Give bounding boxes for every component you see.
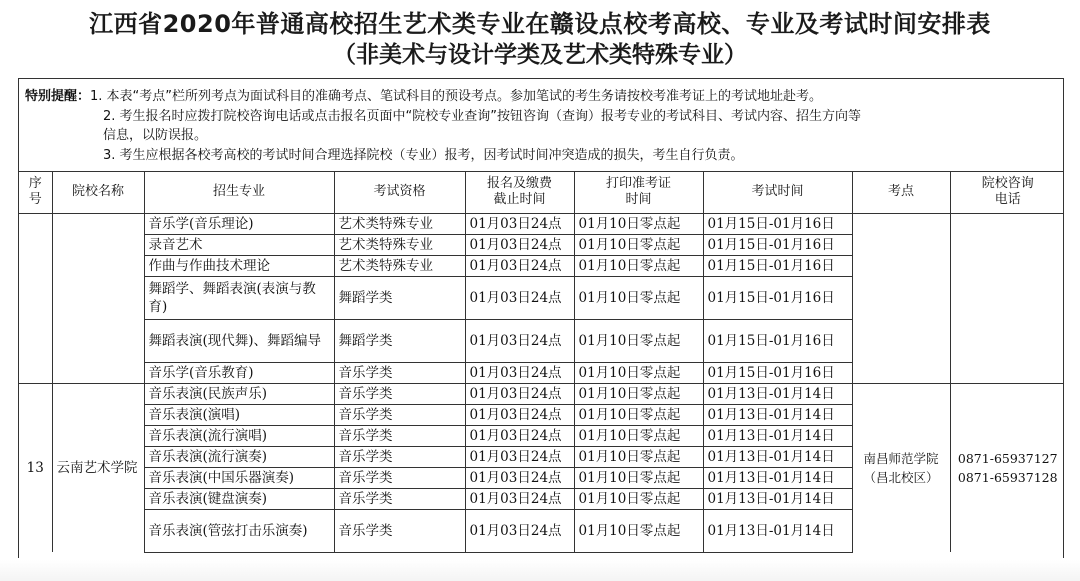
reg-cell: 01月03日24点: [465, 488, 574, 509]
table-row: [19, 213, 1064, 234]
exam-cell: 01月15日-01月16日: [703, 276, 852, 319]
reg-cell: 01月03日24点: [465, 362, 574, 383]
major-cell: 音乐表演(演唱): [144, 404, 334, 425]
exam-cell: 01月13日-01月14日: [703, 404, 852, 425]
seq-cell-blank: [19, 213, 52, 383]
document-title: 江西省2020年普通高校招生艺术类专业在赣设点校考高校、专业及考试时间安排表: [89, 10, 991, 38]
major-cell: 音乐学(音乐教育): [144, 362, 334, 383]
qual-cell: 音乐学类: [334, 383, 465, 404]
school-cell-blank: [52, 213, 144, 383]
qual-cell: 音乐学类: [334, 425, 465, 446]
notice-lead: 特别提醒：: [25, 89, 91, 104]
school-cell: 云南艺术学院: [52, 383, 144, 552]
exam-cell: 01月13日-01月14日: [703, 383, 852, 404]
location-cell: [852, 383, 950, 552]
reg-cell: 01月03日24点: [465, 383, 574, 404]
header-location: 考点: [852, 172, 950, 213]
qual-cell: 艺术类特殊专业: [334, 213, 465, 234]
exam-cell: 01月13日-01月14日: [703, 446, 852, 467]
header-exam-time: 考试时间: [703, 172, 852, 213]
document-subtitle: （非美术与设计学类及艺术类特殊专业）: [333, 42, 747, 68]
print-cell: 01月10日零点起: [574, 446, 703, 467]
major-cell: 舞蹈表演(现代舞)、舞蹈编导: [144, 319, 334, 362]
page-bottom-edge: [0, 560, 1080, 581]
major-cell: 音乐表演(流行演奏): [144, 446, 334, 467]
location-campus: （昌北校区）: [863, 469, 939, 485]
special-notice: [19, 79, 1063, 172]
major-cell: 作曲与作曲技术理论: [144, 255, 334, 276]
header-school: 院校名称: [52, 172, 144, 213]
notice-item-2a: 2. 考生报名时应拨打院校咨询电话或点击报名页面中“院校专业查询”按钮咨询（查询）报考专业的考试科目、考试内容、招生方向等: [103, 108, 862, 124]
header-major: 招生专业: [144, 172, 334, 213]
qual-cell: 音乐学类: [334, 509, 465, 552]
qual-cell: 舞蹈学类: [334, 319, 465, 362]
print-cell: 01月10日零点起: [574, 276, 703, 319]
print-cell: 01月10日零点起: [574, 383, 703, 404]
print-cell: 01月10日零点起: [574, 234, 703, 255]
print-cell: 01月10日零点起: [574, 509, 703, 552]
exam-cell: 01月15日-01月16日: [703, 319, 852, 362]
exam-cell: 01月15日-01月16日: [703, 362, 852, 383]
table-row: [19, 383, 1064, 404]
exam-cell: 01月13日-01月14日: [703, 509, 852, 552]
print-cell: 01月10日零点起: [574, 425, 703, 446]
header-seq: 序 号: [19, 172, 52, 213]
notice-line-1: [25, 87, 1059, 107]
location-cell-blank: [852, 213, 950, 383]
major-cell: 录音艺术: [144, 234, 334, 255]
major-cell: 音乐表演(中国乐器演奏): [144, 467, 334, 488]
qual-cell: 艺术类特殊专业: [334, 255, 465, 276]
reg-cell: 01月03日24点: [465, 234, 574, 255]
print-cell: 01月10日零点起: [574, 319, 703, 362]
location-name: 南昌师范学院: [863, 450, 939, 466]
reg-cell: 01月03日24点: [465, 425, 574, 446]
exam-cell: 01月15日-01月16日: [703, 213, 852, 234]
reg-cell: 01月03日24点: [465, 404, 574, 425]
notice-item-2b: 信息，以防误报。: [103, 128, 208, 143]
major-cell: 音乐表演(民族声乐): [144, 383, 334, 404]
exam-cell: 01月13日-01月14日: [703, 467, 852, 488]
major-cell: 音乐学(音乐理论): [144, 213, 334, 234]
exam-cell: 01月13日-01月14日: [703, 425, 852, 446]
print-cell: 01月10日零点起: [574, 255, 703, 276]
reg-cell: 01月03日24点: [465, 446, 574, 467]
notice-item-3: 3. 考生应根据各校考高校的考试时间合理选择院校（专业）报考，因考试时间冲突造成的损失，考生自行负责。: [103, 147, 744, 163]
print-cell: 01月10日零点起: [574, 467, 703, 488]
notice-item-1: 1. 本表“考点”栏所列考点为面试科目的准确考点、笔试科目的预设考点。参加笔试的考生务请按校考准考证上的考试地址赴考。: [90, 89, 823, 104]
header-reg-deadline: 报名及缴费 截止时间: [465, 172, 574, 213]
major-cell: 音乐表演(流行演唱): [144, 425, 334, 446]
seq-cell: 13: [19, 383, 52, 552]
exam-cell: 01月15日-01月16日: [703, 255, 852, 276]
major-cell: 舞蹈学、舞蹈表演(表演与教育): [144, 276, 334, 319]
qual-cell: 舞蹈学类: [334, 276, 465, 319]
phone-number-2: 0871-65937128: [957, 469, 1058, 485]
schedule-document: [18, 78, 1064, 558]
exam-cell: 01月15日-01月16日: [703, 234, 852, 255]
major-cell: 音乐表演(管弦打击乐演奏): [144, 509, 334, 552]
phone-cell-blank: [950, 213, 1064, 383]
major-cell: 音乐表演(键盘演奏): [144, 488, 334, 509]
header-phone: 院校咨询 电话: [950, 172, 1064, 213]
qual-cell: 音乐学类: [334, 467, 465, 488]
reg-cell: 01月03日24点: [465, 467, 574, 488]
header-print-time: 打印准考证 时间: [574, 172, 703, 213]
print-cell: 01月10日零点起: [574, 404, 703, 425]
reg-cell: 01月03日24点: [465, 255, 574, 276]
qual-cell: 音乐学类: [334, 446, 465, 467]
schedule-table: [19, 172, 1064, 553]
reg-cell: 01月03日24点: [465, 319, 574, 362]
qual-cell: 音乐学类: [334, 404, 465, 425]
qual-cell: 音乐学类: [334, 362, 465, 383]
phone-cell: [950, 383, 1064, 552]
print-cell: 01月10日零点起: [574, 488, 703, 509]
print-cell: 01月10日零点起: [574, 213, 703, 234]
phone-number-1: 0871-65937127: [957, 450, 1058, 466]
header-qualification: 考试资格: [334, 172, 465, 213]
reg-cell: 01月03日24点: [465, 276, 574, 319]
reg-cell: 01月03日24点: [465, 213, 574, 234]
table-header-row: [19, 172, 1064, 213]
print-cell: 01月10日零点起: [574, 362, 703, 383]
qual-cell: 艺术类特殊专业: [334, 234, 465, 255]
qual-cell: 音乐学类: [334, 488, 465, 509]
exam-cell: 01月13日-01月14日: [703, 488, 852, 509]
reg-cell: 01月03日24点: [465, 509, 574, 552]
